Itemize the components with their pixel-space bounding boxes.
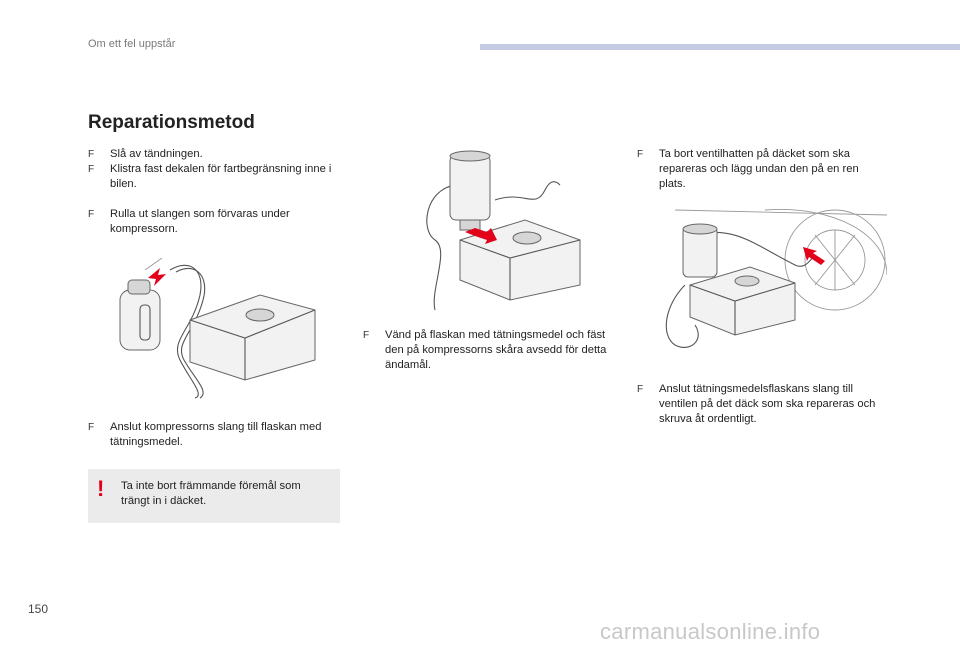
watermark: carmanualsonline.info bbox=[600, 619, 821, 644]
bullet-list-connect-tyre bbox=[637, 382, 882, 427]
bullet-text: Ta bort ventilhatten på däcket som ska repareras och lägg undan den på en ren plats. bbox=[659, 148, 859, 190]
header-accent-bar bbox=[480, 44, 960, 50]
list-item bbox=[88, 147, 338, 162]
bullet-marker: F bbox=[637, 384, 644, 395]
bullet-list-connect bbox=[88, 420, 343, 450]
bullet-text: Klistra fast dekalen för fartbegränsning inne i bilen. bbox=[110, 163, 332, 190]
section-label: Om ett fel uppstår bbox=[88, 38, 176, 50]
bullet-marker: F bbox=[88, 149, 95, 160]
bullet-text: Anslut kompressorns slang till flaskan med tätningsmedel. bbox=[110, 421, 322, 448]
bullet-marker: F bbox=[637, 149, 644, 160]
list-item bbox=[88, 162, 338, 192]
bottle-on-compressor-illustration bbox=[415, 150, 600, 315]
bullet-text: Rulla ut slangen som förvaras under kompressorn. bbox=[110, 208, 290, 235]
bullet-text: Vänd på flaskan med tätningsmedel och fäst den på kompressorns skåra avsedd för detta ändamål. bbox=[385, 329, 607, 371]
list-item bbox=[637, 382, 882, 427]
bullet-list-mount bbox=[363, 328, 621, 373]
bullet-list-steps bbox=[88, 147, 338, 192]
bullet-marker: F bbox=[88, 209, 95, 220]
bullet-marker: F bbox=[88, 422, 95, 433]
exclamation-icon: ! bbox=[97, 476, 105, 501]
bullet-text: Anslut tätningsmedelsflaskans slang till ventilen på det däck som ska repareras och skruva åt ordentligt. bbox=[659, 383, 876, 425]
list-item bbox=[637, 147, 882, 192]
page-number: 150 bbox=[28, 602, 49, 616]
bullet-marker: F bbox=[363, 330, 370, 341]
list-item bbox=[363, 328, 621, 373]
page-heading: Reparationsmetod bbox=[88, 112, 255, 133]
bullet-text: Slå av tändningen. bbox=[110, 148, 203, 160]
list-item bbox=[88, 420, 343, 450]
bullet-list-hose bbox=[88, 207, 338, 237]
bullet-list-valve-cap bbox=[637, 147, 882, 192]
compressor-bottle-illustration bbox=[110, 250, 330, 400]
list-item bbox=[88, 207, 338, 237]
warning-text: Ta inte bort främmande föremål som trängt in i däcket. bbox=[121, 480, 301, 507]
bullet-marker: F bbox=[88, 164, 95, 175]
tyre-connection-illustration bbox=[655, 205, 887, 355]
